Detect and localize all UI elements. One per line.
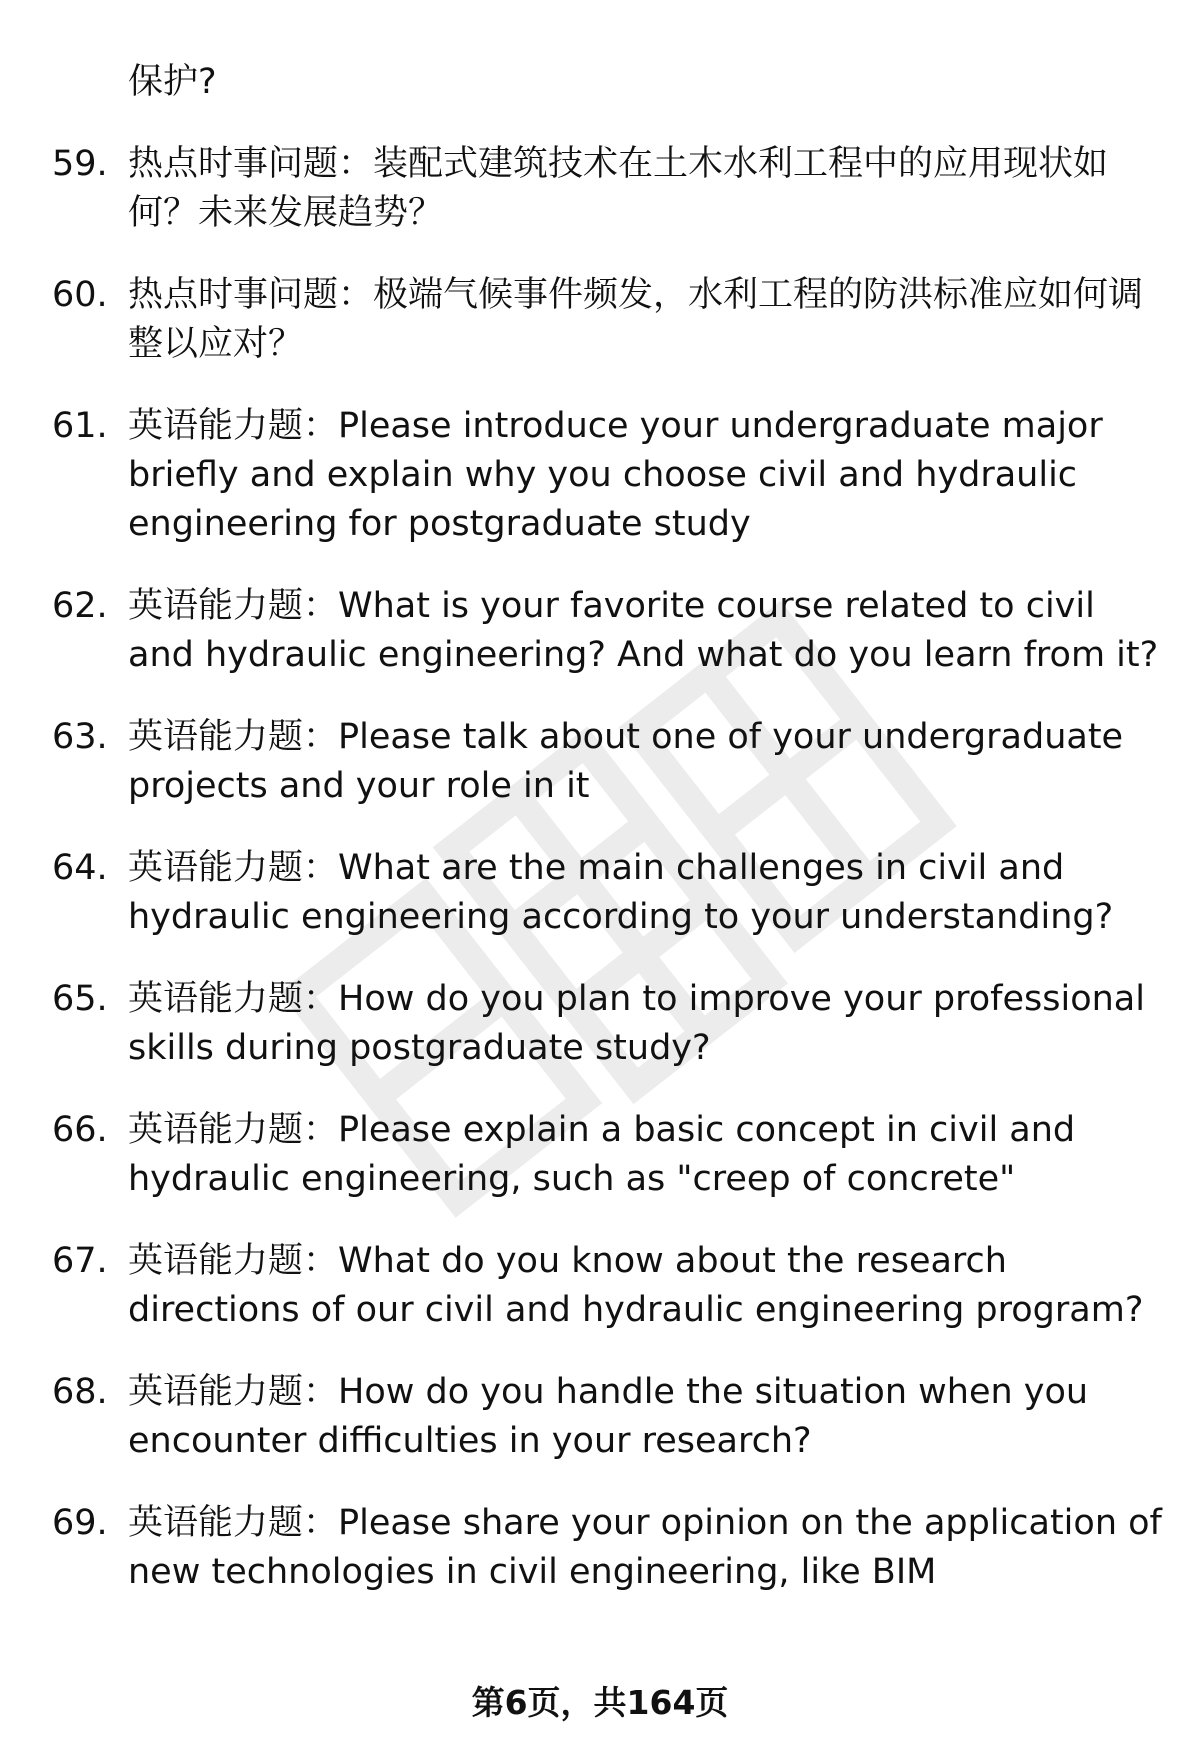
question-text: 英语能力题：What do you know about the research directions of our civil and hydraulic engineering program? <box>128 1241 1144 1330</box>
list-item <box>0 1499 1200 1597</box>
question-list <box>0 58 1200 1630</box>
question-number: 64. <box>52 848 108 888</box>
page-number-footer: 第6页，共164页 <box>471 1683 729 1722</box>
question-text: 英语能力题：How do you handle the situation when you encounter difficulties in your research? <box>128 1372 1089 1461</box>
question-number: 66. <box>52 1110 108 1150</box>
question-number: 69. <box>52 1503 108 1543</box>
question-text: 英语能力题：Please talk about one of your undergraduate projects and your role in it <box>128 717 1124 806</box>
list-item <box>0 1237 1200 1335</box>
question-text: 英语能力题：Please share your opinion on the application of new technologies in civil engineering, like BIM <box>128 1503 1162 1592</box>
list-item <box>0 975 1200 1073</box>
question-number: 59. <box>52 144 108 184</box>
list-item <box>0 713 1200 811</box>
list-item <box>0 844 1200 942</box>
list-item-continuation <box>0 58 1200 107</box>
question-text: 热点时事问题：装配式建筑技术在土木水利工程中的应用现状如何？未来发展趋势？ <box>128 144 1109 233</box>
list-item <box>0 140 1200 238</box>
question-number: 62. <box>52 586 108 626</box>
question-number: 65. <box>52 979 108 1019</box>
question-number: 60. <box>52 275 108 315</box>
list-item <box>0 1106 1200 1204</box>
list-item <box>0 402 1200 549</box>
question-text: 英语能力题：Please explain a basic concept in civil and hydraulic engineering, such as "creep of concrete" <box>128 1110 1076 1199</box>
continuation-text: 保护? <box>128 62 217 102</box>
question-text: 热点时事问题：极端气候事件频发，水利工程的防洪标准应如何调整以应对？ <box>128 275 1144 364</box>
question-text: 英语能力题：Please introduce your undergraduate major briefly and explain why you choose civil and hydraulic engineering for postgraduate study <box>128 406 1103 544</box>
list-item <box>0 1368 1200 1466</box>
question-number: 61. <box>52 406 108 446</box>
list-item <box>0 582 1200 680</box>
question-number: 63. <box>52 717 108 757</box>
question-text: 英语能力题：What is your favorite course related to civil and hydraulic engineering? And what do you learn from it? <box>128 586 1159 675</box>
question-text: 英语能力题：What are the main challenges in civil and hydraulic engineering according to your understanding? <box>128 848 1114 937</box>
list-item <box>0 271 1200 369</box>
question-number: 67. <box>52 1241 108 1281</box>
question-number: 68. <box>52 1372 108 1412</box>
question-text: 英语能力题：How do you plan to improve your professional skills during postgraduate study? <box>128 979 1145 1068</box>
